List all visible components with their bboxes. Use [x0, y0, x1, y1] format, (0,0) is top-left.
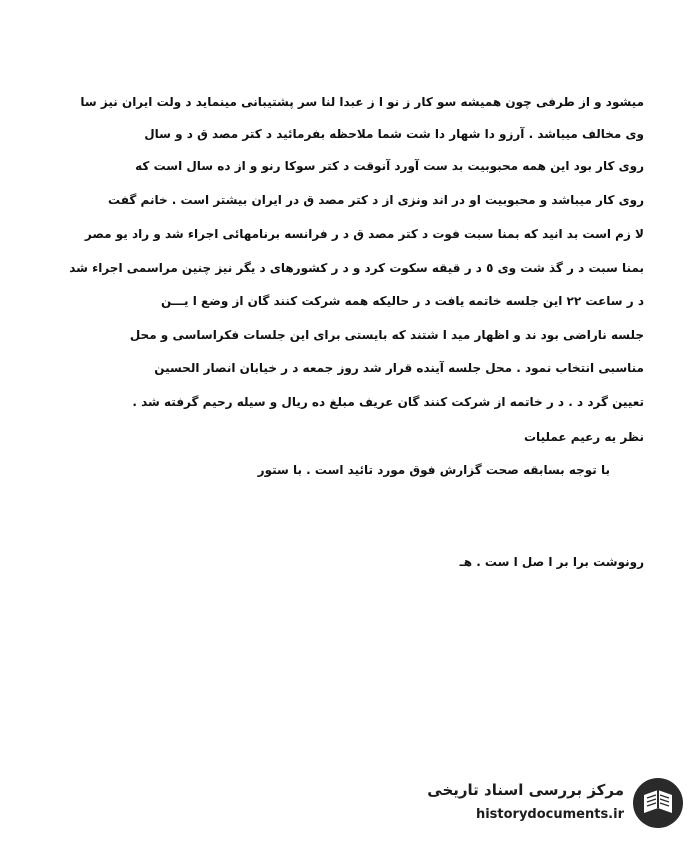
document-line: مناسبی انتخاب نمود . محل جلسه آینده قرار شد روز جمعه د ر خیابان انصار الحسین — [154, 361, 644, 375]
document-line: نظر یه رعیم عملیات — [524, 430, 644, 444]
document-line: د ر ساعت ٢٢ این جلسه خاتمه یافت د ر حالیکه همه شرکت کنند گان از وضع ا یـــن — [160, 294, 644, 308]
document-line: بمنا سبت د ر گذ شت وی ٥ د ر قیقه سکوت کرد و د ر کشورهای د یگر نیز چنین مراسمی اجراء شد — [69, 261, 644, 275]
document-line: جلسه ناراضی بود ند و اظهار مید ا شتند که بایستی برای این جلسات فکراساسی و محل — [129, 328, 644, 342]
document-line: روی کار میباشد و محبوبیت او در اند ونزی از د کتر مصد ق در ایران بیشتر است . خانم گفت — [108, 193, 644, 207]
document-line: روی کار بود این همه محبوبیت بد ست آورد آنوقت د کتر سوکا رنو و از ده سال است که — [135, 159, 644, 173]
watermark-title: مرکز بررسی اسناد تاریخی — [427, 781, 624, 799]
document-line: لا زم است بد انید که بمنا سبت فوت د کتر مصد ق د ر فرانسه برنامهائی اجراء شد و راد یو مصر — [84, 227, 644, 241]
watermark-url: historydocuments.ir — [475, 807, 624, 822]
book-logo-icon — [630, 775, 686, 831]
document-line: با توجه بسابقه صحت گزارش فوق مورد تائید است . با ستور — [257, 463, 610, 477]
certification-note: رونوشت برا بر ا صل ا ست . هـ — [459, 555, 644, 569]
document-line: میشود و از طرفی چون همیشه سو کار ز نو ا ز عبدا لنا سر پشتیبانی مینماید د ولت ایران نیز سا — [80, 95, 644, 109]
document-line: تعیین گرد د . د ر خاتمه از شرکت کنند گان عریف مبلغ ده ریال و سیله رحیم گرفته شد . — [132, 395, 644, 409]
watermark — [396, 775, 686, 835]
document-line: وی مخالف میباشد . آرزو دا شهار دا شت شما ملاحظه بفرمائید د کتر مصد ق د و سال — [144, 127, 644, 141]
